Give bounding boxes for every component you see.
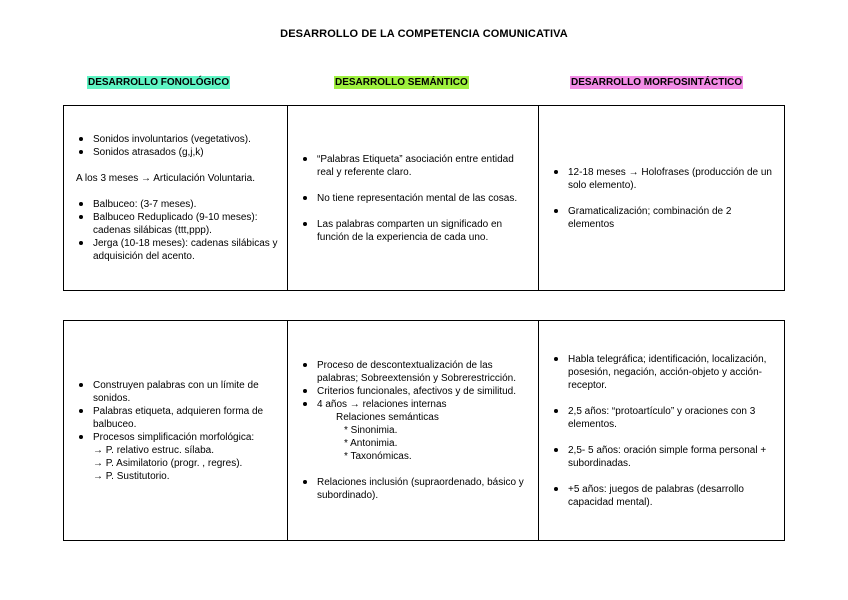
list-item: Relaciones inclusión (supraordenado, básico y subordinado). [300,476,530,502]
cell-morfosintactico-1 [539,106,786,290]
relacion-item: * Taxonómicas. [344,451,412,462]
list-item: Construyen palabras con un límite de sonidos. [76,379,279,405]
list-semantico-1 [300,153,530,244]
list-semantico-2b [300,476,530,502]
list-item: 2,5- 5 años: oración simple forma personal + subordinadas. [551,444,778,470]
cell-fonologico-1 [64,106,288,290]
relacion-item: * Sinonimia. [344,425,398,436]
list-item: Balbuceo: (3-7 meses). [76,198,279,211]
page-title: DESARROLLO DE LA COMPETENCIA COMUNICATIVA [280,28,568,40]
list-morfosintactico-1 [551,166,778,231]
header-fonologico: DESARROLLO FONOLÓGICO [88,77,230,88]
list-item: Palabras etiqueta, adquieren forma de balbuceo. [76,405,279,431]
list-semantico-2 [300,359,530,411]
table-row-1 [63,105,785,291]
relaciones-label: Relaciones semánticas [336,412,439,423]
subitem: → P. Sustitutorio. [93,470,170,482]
list-item: Criterios funcionales, afectivos y de similitud. [300,385,530,398]
list-item: +5 años: juegos de palabras (desarrollo capacidad mental). [551,483,778,509]
header-morfosintactico: DESARROLLO MORFOSINTÁCTICO [571,77,743,88]
list-item: Gramaticalización; combinación de 2 elementos [551,205,778,231]
list-item: Sonidos atrasados (g,j,k) [76,146,279,159]
cell-morfosintactico-2 [539,321,786,540]
table-row-2 [63,320,785,541]
cell-semantico-1 [288,106,539,290]
note-articulacion: A los 3 meses → Articulación Voluntaria. [76,173,255,184]
list-fonologico-2 [76,379,279,444]
list-item: “Palabras Etiqueta” asociación entre entidad real y referente claro. [300,153,530,179]
list-fonologico-1b [76,198,279,263]
list-item: Procesos simplificación morfológica: [76,431,279,444]
cell-fonologico-2 [64,321,288,540]
list-item: Balbuceo Reduplicado (9-10 meses): cadenas silábicas (ttt,ppp). [76,211,279,237]
list-item: 2,5 años: “protoartículo” y oraciones con 3 elementos. [551,405,778,431]
subitem: → P. Asimilatorio (progr. , regres). [93,457,243,469]
cell-semantico-2 [288,321,539,540]
list-item: Jerga (10-18 meses): cadenas silábicas y adquisición del acento. [76,237,279,263]
list-item: Habla telegráfica; identificación, localización, posesión, negación, acción-objeto y acción-receptor. [551,353,778,392]
list-item: Proceso de descontextualización de las palabras; Sobreextensión y Sobrerestricción. [300,359,530,385]
relacion-item: * Antonimia. [344,438,398,449]
list-item: 12-18 meses → Holofrases (producción de un solo elemento). [551,166,778,192]
list-morfosintactico-2 [551,353,778,509]
subitem: → P. relativo estruc. sílaba. [93,444,214,456]
header-semantico: DESARROLLO SEMÁNTICO [335,77,468,88]
list-item: Sonidos involuntarios (vegetativos). [76,133,279,146]
list-fonologico-1a [76,133,279,159]
list-item: No tiene representación mental de las cosas. [300,192,530,205]
list-item: Las palabras comparten un significado en función de la experiencia de cada uno. [300,218,530,244]
list-item: 4 años → relaciones internas [300,398,530,411]
